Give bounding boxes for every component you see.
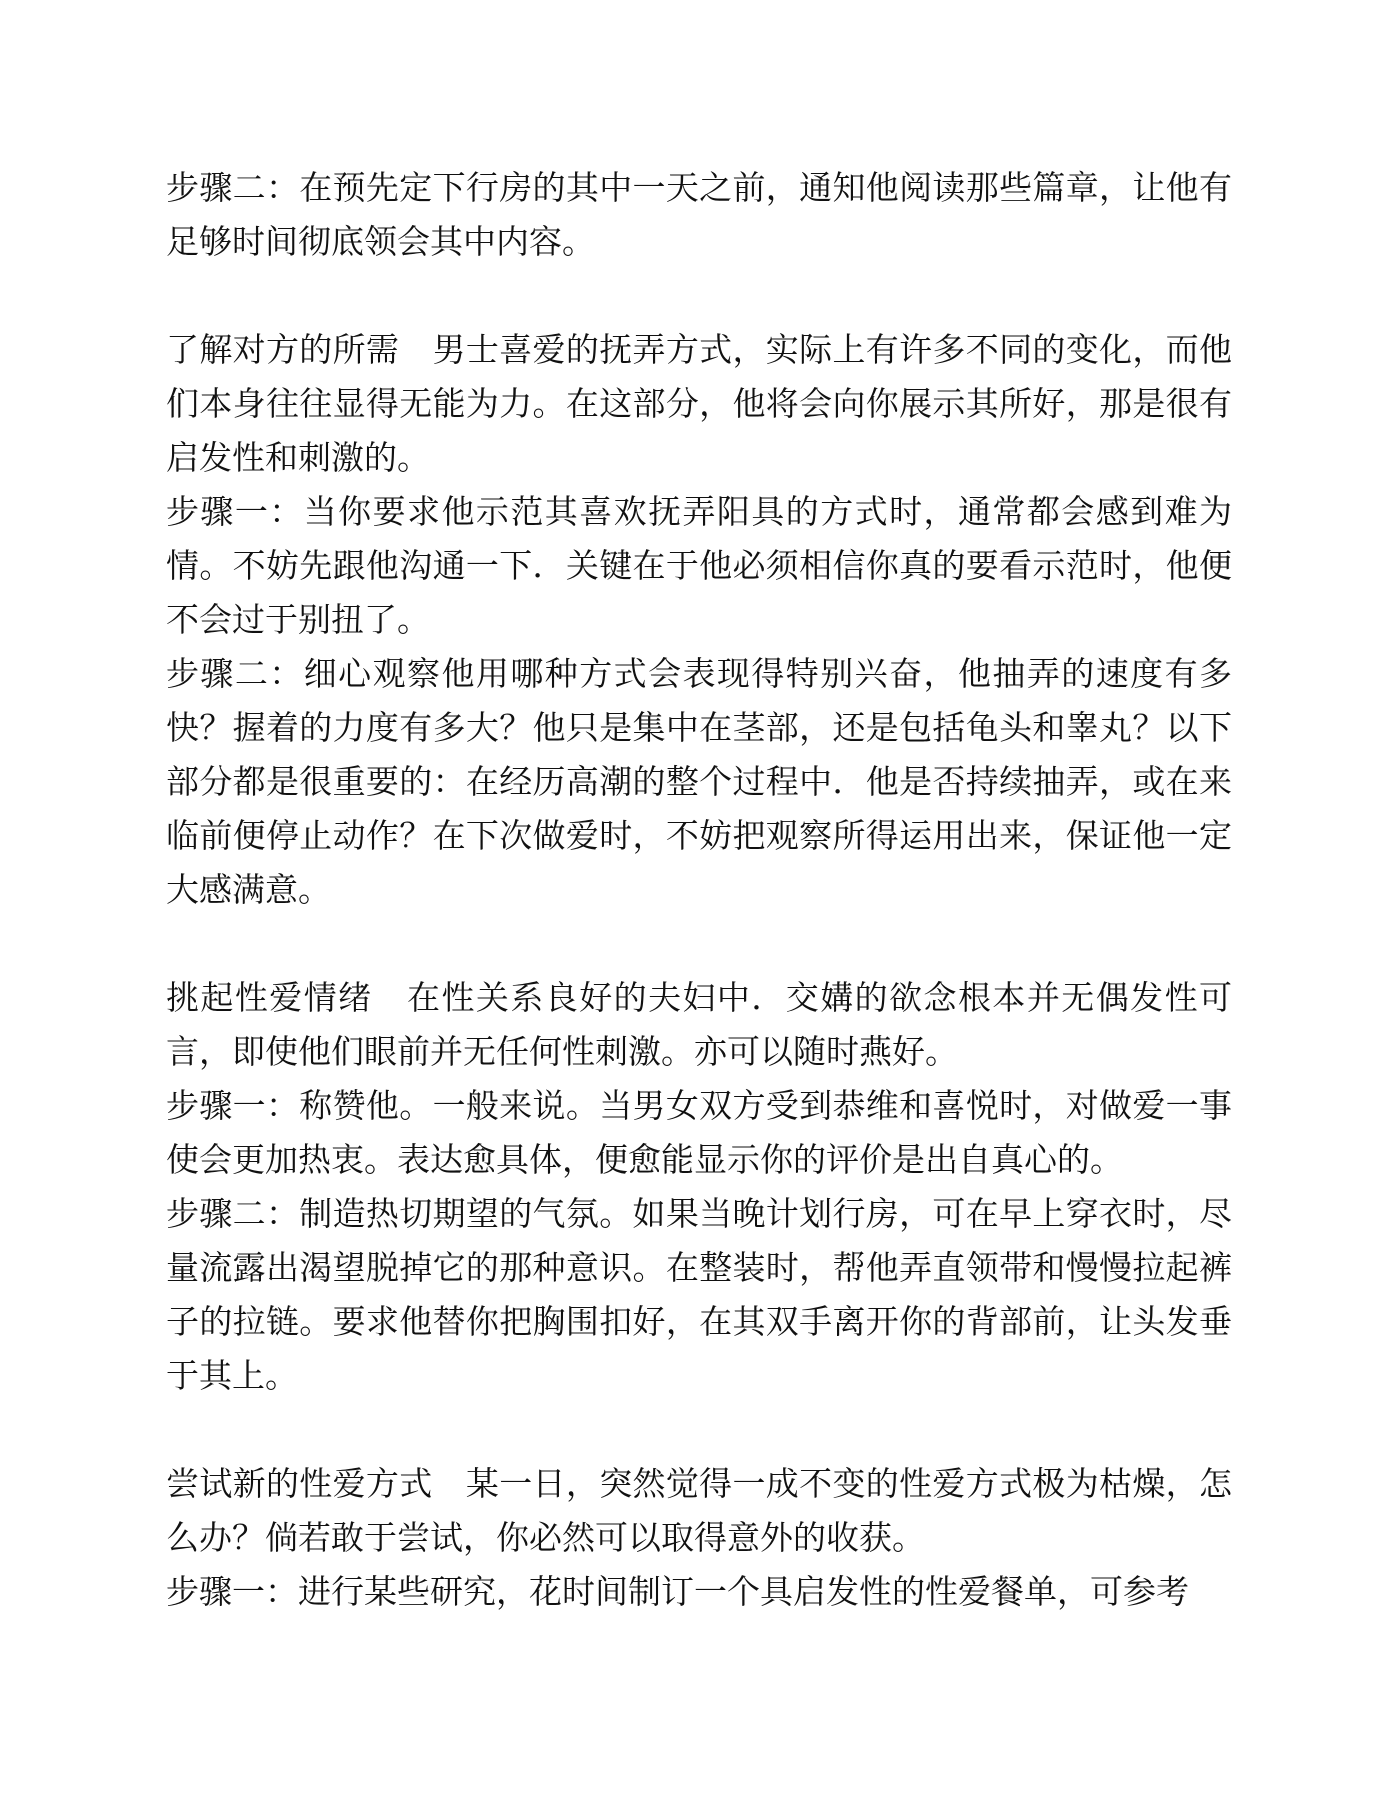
paragraph-gap — [166, 269, 1232, 323]
paragraph-understanding-needs: 了解对方的所需 男士喜爱的抚弄方式，实际上有许多不同的变化，而他们本身往往显得无能为力。在这部分，他将会向你展示其所好，那是很有启发性和刺激的。 — [166, 330, 1232, 477]
paragraph-arousing-mood: 挑起性爱情绪 在性关系良好的夫妇中．交媾的欲念根本并无偶发性可言，即使他们眼前并无任何性刺激。亦可以随时燕好。 — [166, 978, 1232, 1071]
paragraph-mood-step-one: 步骤一：称赞他。一般来说。当男女双方受到恭维和喜悦时，对做爱一事使会更加热衷。表达愈具体，便愈能显示你的评价是出自真心的。 — [166, 1086, 1232, 1179]
paragraph-gap — [166, 1403, 1232, 1457]
paragraph-needs-step-two: 步骤二：细心观察他用哪种方式会表现得特别兴奋，他抽弄的速度有多快？握着的力度有多大？他只是集中在茎部，还是包括龟头和睾丸？以下部分都是很重要的：在经历高潮的整个过程中．他是否持续抽弄，或在来临前便停止动作？在下次做爱时，不妨把观察所得运用出来，保证他一定大感满意。 — [166, 654, 1232, 909]
paragraph-new-methods: 尝试新的性爱方式 某一日，突然觉得一成不变的性爱方式极为枯燥，怎么办？倘若敢于尝试，你必然可以取得意外的收获。 — [166, 1464, 1232, 1557]
paragraph-gap — [166, 917, 1232, 971]
paragraph-step-two-reading: 步骤二：在预先定下行房的其中一天之前，通知他阅读那些篇章，让他有足够时间彻底领会其中内容。 — [166, 168, 1232, 261]
paragraph-mood-step-two: 步骤二：制造热切期望的气氛。如果当晚计划行房，可在早上穿衣时，尽量流露出渴望脱掉它的那种意识。在整装时，帮他弄直领带和慢慢拉起裤子的拉链。要求他替你把胸围扣好，在其双手离开你的背部前，让头发垂于其上。 — [166, 1194, 1232, 1395]
paragraph-needs-step-one: 步骤一：当你要求他示范其喜欢抚弄阳具的方式时，通常都会感到难为情。不妨先跟他沟通一下．关键在于他必须相信你真的要看示范时，他便不会过于别扭了。 — [166, 492, 1232, 639]
paragraph-new-methods-step-one: 步骤一：进行某些研究，花时间制订一个具启发性的性爱餐单，可参考 — [166, 1572, 1189, 1611]
document-body — [166, 161, 1232, 1619]
